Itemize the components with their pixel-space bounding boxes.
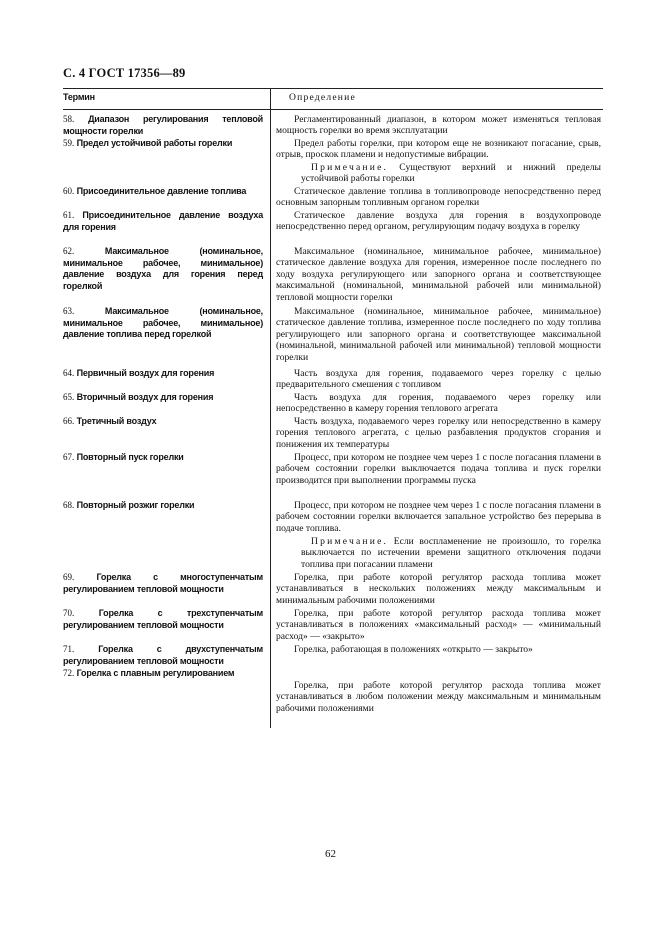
term-cell: 72. Горелка с плавным регулированием xyxy=(63,668,235,678)
term-cell: 68. Повторный розжиг горелки xyxy=(63,500,195,510)
definition-cell: Часть воздуха, подаваемого через горелку или непосредственно в камеру горения теплового агрегата, с целью разбавления продуктов сгорания и понижения их температуры xyxy=(276,416,601,450)
term-cell: 66. Третичный воздух xyxy=(63,416,157,426)
term-cell: 71. Горелка с двухступенчатым регулированием тепловой мощности xyxy=(63,644,263,666)
definition-cell: Горелка, работающая в положениях «открыто — закрыто» xyxy=(294,644,533,655)
term-cell: 65. Вторичный воздух для горения xyxy=(63,392,214,402)
definition-cell: Статическое давление воздуха для горения в воздухопроводе непосредственно перед органом, регулирующим подачу воздуха в горелку xyxy=(276,210,601,233)
term-cell: 60. Присоединительное давление топлива xyxy=(63,186,247,196)
page-number: 62 xyxy=(325,848,336,860)
table-top-rule xyxy=(63,88,603,89)
term-cell: 64. Первичный воздух для горения xyxy=(63,368,215,378)
term-cell: 70. Горелка с трехступенчатым регулированием тепловой мощности xyxy=(63,608,263,630)
definition-cell: Предел работы горелки, при котором еще не возникают погасание, срыв, отрыв, проскок пламени и недопустимые вибрации. xyxy=(276,138,601,161)
note: Примечание. Если воспламенение не произошло, то горелка выключается по истечении времени защитного отключения подачи топлива при погасании пламени xyxy=(301,536,601,570)
definition-cell: Процесс, при котором не позднее чем через 1 с после погасания пламени в рабочем состоянии горелки включается запальное устройство без перерыва в подаче топлива. xyxy=(276,500,601,534)
term-cell: 69. Горелка с многоступенчатым регулированием тепловой мощности xyxy=(63,572,263,594)
definition-cell: Часть воздуха для горения, подаваемого через горелку с целью предварительного смешения с топливом xyxy=(276,368,601,391)
term-cell: 61. Присоединительное давление воздуха для горения xyxy=(63,210,263,232)
definition-cell: Горелка, при работе которой регулятор расхода топлива может устанавливаться в нескольких положениях между максимальным и минимальным рабочими положениями xyxy=(276,572,601,606)
term-cell: 67. Повторный пуск горелки xyxy=(63,452,184,462)
definition-cell: Горелка, при работе которой регулятор расхода топлива может устанавливаться в любом положении между максимальным и минимальным рабочими положениями xyxy=(276,680,601,714)
table-header-rule xyxy=(63,109,603,110)
term-cell: 63. Максимальное (номинальное, минимальное рабочее, минимальное) давление топлива перед горелкой xyxy=(63,306,263,339)
definition-cell: Регламентированный диапазон, в котором может изменяться тепловая мощность горелки во время эксплуатации xyxy=(276,114,601,137)
table-column-divider xyxy=(270,88,271,728)
definition-cell: Горелка, при работе которой регулятор расхода топлива может устанавливаться в положениях «максимальный расход» — «минимальный расход» — «закрыто» xyxy=(276,608,601,642)
page-header: С. 4 ГОСТ 17356—89 xyxy=(63,66,186,80)
column-header-term: Термин xyxy=(63,92,95,102)
term-cell: 59. Предел устойчивой работы горелки xyxy=(63,138,233,148)
definition-cell: Процесс, при котором не позднее чем через 1 с после погасания пламени в рабочем состоянии горелки выключается подача топлива и пуск горелки производится при выполнении программы пуска xyxy=(276,452,601,486)
column-header-definition: Определение xyxy=(289,92,356,103)
note: Примечание. Существуют верхний и нижний пределы устойчивой работы горелки xyxy=(301,162,601,185)
definition-cell: Максимальное (номинальное, минимальное рабочее, минимальное) статическое давление воздуха для горения, измеренное после последнего по ходу воздуха регулирующего или запорного органа и соответствующее максимальной (номинальной, минимальной рабочей или минимальной) тепловой мощности горелки xyxy=(276,246,601,303)
definition-cell: Часть воздуха для горения, подаваемого через горелку или непосредственно в камеру горения теплового агрегата xyxy=(276,392,601,415)
definition-cell: Статическое давление топлива в топливопроводе непосредственно перед основным запорным топливным органом горелки xyxy=(276,186,601,209)
term-cell: 62. Максимальное (номинальное, минимальное рабочее, минимальное) давление воздуха для горения перед горелкой xyxy=(63,246,263,291)
definition-cell: Максимальное (номинальное, минимальное рабочее, минимальное) статическое давление топлива, измеренное после последнего по ходу топлива регулирующего или запорного органа и соответствующее максимальной (номинальной, минимальной рабочей или минимальной) тепловой мощности горелки xyxy=(276,306,601,363)
term-cell: 58. Диапазон регулирования тепловой мощности горелки xyxy=(63,114,263,136)
